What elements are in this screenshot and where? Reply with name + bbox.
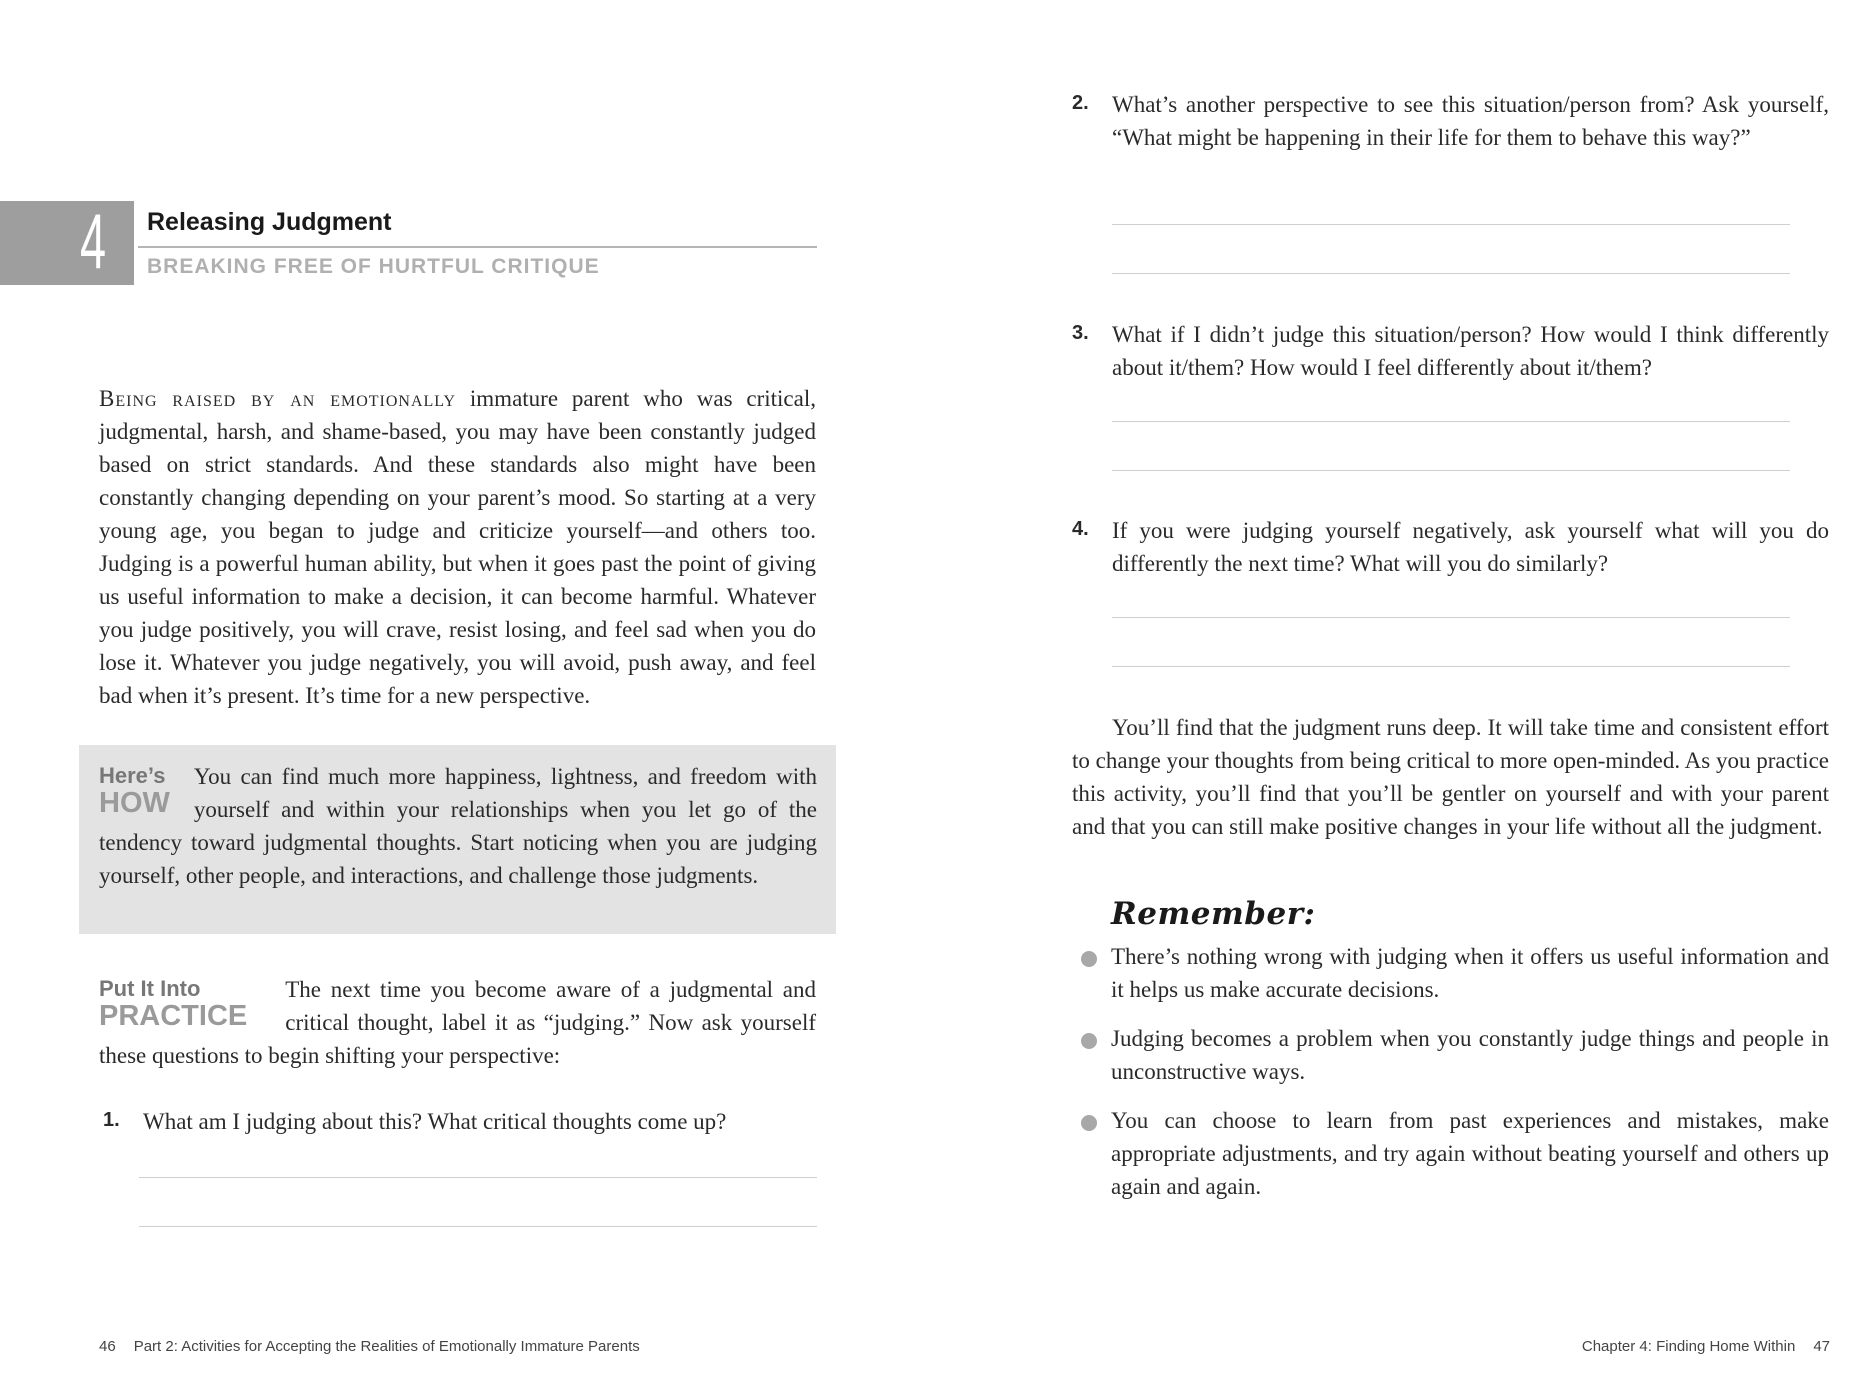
remember-item-text: You can choose to learn from past experiences and mistakes, make appropriate adjustments, and try again without beating yourself and others up again and again. bbox=[1111, 1108, 1829, 1199]
question-text: What if I didn’t judge this situation/person? How would I think differently about it/them? How would I feel differently about it/them? bbox=[1112, 322, 1829, 380]
answer-line[interactable] bbox=[1112, 666, 1790, 667]
question-text: What am I judging about this? What critical thoughts come up? bbox=[143, 1109, 727, 1134]
intro-lead-in: Being raised by an emotionally bbox=[99, 386, 457, 411]
chapter-title: Releasing Judgment bbox=[147, 208, 392, 236]
intro-text: immature parent who was critical, judgmental, harsh, and shame-based, you may have been constantly judged based on strict standards. And these standards also might have been constantly changing depending on your parent’s mood. So starting at a very young age, you began to judge and criticize yourself—and others too. Judging is a powerful human ability, but when it goes past the point of giving us useful information to make a decision, it can become harmful. Whatever you judge positively, you will crave, resist losing, and feel sad when you do lose it. Whatever you judge negatively, you will avoid, push away, and feel bad when it’s present. It’s time for a new perspective. bbox=[99, 386, 816, 708]
remember-item bbox=[1081, 1104, 1829, 1203]
chapter-number-box bbox=[0, 201, 134, 285]
bullet-icon bbox=[1081, 951, 1097, 967]
answer-line[interactable] bbox=[1112, 224, 1790, 225]
answer-line[interactable] bbox=[139, 1226, 817, 1227]
heres-how-label bbox=[99, 764, 170, 818]
answer-line[interactable] bbox=[1112, 421, 1790, 422]
chapter-divider bbox=[138, 246, 817, 248]
practice-text: The next time you become aware of a judgmental and critical thought, label it as “judging.” Now ask yourself these questions to begin shifting your perspective: bbox=[99, 977, 816, 1068]
answer-line[interactable] bbox=[1112, 617, 1790, 618]
left-page-number: 46 bbox=[99, 1338, 116, 1355]
question-item bbox=[1072, 514, 1829, 580]
left-running-head: Part 2: Activities for Accepting the Realities of Emotionally Immature Parents bbox=[133, 1338, 640, 1355]
put-it-into-practice bbox=[99, 973, 816, 1072]
practice-label-top: Put It Into bbox=[99, 976, 201, 1001]
left-footer bbox=[99, 1338, 640, 1355]
remember-item-text: Judging becomes a problem when you constantly judge things and people in unconstructive ways. bbox=[1111, 1026, 1829, 1084]
remember-item bbox=[1081, 1022, 1829, 1088]
practice-label bbox=[99, 977, 247, 1031]
question-text: If you were judging yourself negatively, ask yourself what will you do differently the next time? What will you do similarly? bbox=[1112, 518, 1829, 576]
answer-line[interactable] bbox=[1112, 273, 1790, 274]
answer-line[interactable] bbox=[139, 1177, 817, 1178]
right-running-head: Chapter 4: Finding Home Within bbox=[1581, 1338, 1796, 1355]
right-page-number: 47 bbox=[1813, 1338, 1830, 1355]
chapter-subtitle: BREAKING FREE OF HURTFUL CRITIQUE bbox=[147, 255, 600, 278]
closing-paragraph: You’ll find that the judgment runs deep. It will take time and consistent effort to change your thoughts from being critical to more open-minded. As you practice this activity, you’ll find that you’ll be gentler on yourself and with your parent and that you can still make positive changes in your life without all the judgment. bbox=[1072, 715, 1829, 839]
remember-item bbox=[1081, 940, 1829, 1006]
intro-paragraph bbox=[99, 382, 816, 712]
question-text: What’s another perspective to see this situation/person from? Ask yourself, “What might be happening in their life for them to behave this way?” bbox=[1112, 92, 1829, 150]
bullet-icon bbox=[1081, 1033, 1097, 1049]
answer-line[interactable] bbox=[1112, 470, 1790, 471]
question-item bbox=[1072, 88, 1829, 154]
remember-list bbox=[1081, 940, 1829, 1219]
heres-how-label-bottom: HOW bbox=[99, 787, 170, 819]
heres-how-content bbox=[99, 760, 817, 892]
question-number: 1. bbox=[103, 1109, 120, 1131]
heres-how-label-top: Here’s bbox=[99, 763, 166, 788]
remember-heading: Remember: bbox=[1111, 896, 1316, 932]
practice-label-bottom: PRACTICE bbox=[99, 1000, 248, 1032]
heres-how-box bbox=[79, 745, 836, 934]
bullet-icon bbox=[1081, 1115, 1097, 1131]
question-number: 2. bbox=[1072, 92, 1089, 114]
question-item bbox=[1072, 318, 1829, 384]
remember-item-text: There’s nothing wrong with judging when it offers us useful information and it helps us make accurate decisions. bbox=[1111, 944, 1829, 1002]
question-item bbox=[103, 1105, 817, 1138]
heres-how-text: You can find much more happiness, lightness, and freedom with yourself and within your relationships when you let go of the tendency toward judgmental thoughts. Start noticing when you are judging yourself, other people, and interactions, and challenge those judgments. bbox=[99, 764, 817, 888]
right-page bbox=[933, 0, 1866, 1400]
question-number: 3. bbox=[1072, 322, 1089, 344]
right-footer bbox=[1582, 1338, 1830, 1355]
question-number: 4. bbox=[1072, 518, 1089, 540]
chapter-number: 4 bbox=[80, 197, 107, 285]
